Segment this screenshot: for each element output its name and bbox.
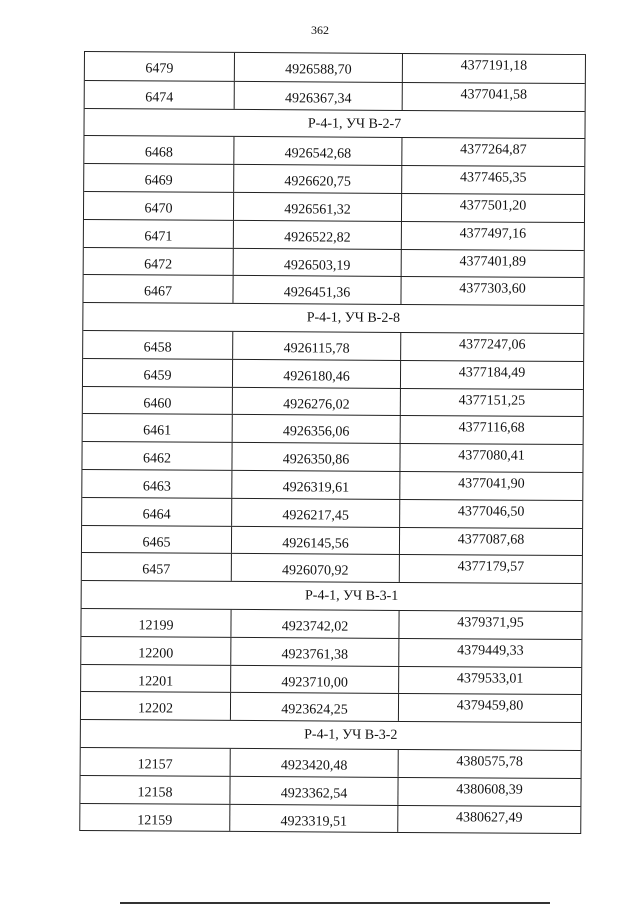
table-row — [81, 691, 581, 722]
x-coordinate-cell: 4923742,02 — [231, 610, 399, 638]
table-row — [83, 274, 583, 305]
y-coordinate-cell: 4380575,78 — [456, 754, 523, 770]
section-header-row — [82, 580, 582, 611]
section-label: Р-4-1, УЧ В-3-1 — [304, 588, 399, 605]
x-coordinate-cell: 4926276,02 — [233, 387, 401, 415]
point-number-cell: 6457 — [82, 553, 232, 581]
y-coordinate-cell: 4379459,80 — [456, 698, 524, 715]
y-coordinate-cell: 4377247,06 — [458, 337, 526, 353]
x-coordinate-cell: 4926319,61 — [232, 471, 400, 499]
table-row — [81, 608, 581, 639]
x-coordinate-cell: 4926180,46 — [233, 360, 401, 388]
section-header-row — [81, 719, 581, 750]
table-row — [82, 497, 582, 528]
y-coordinate-cell: 4377179,57 — [457, 559, 525, 576]
page-number: 362 — [311, 23, 329, 37]
table-row — [83, 358, 583, 389]
table-row — [85, 52, 585, 83]
y-coordinate-cell: 4377184,49 — [458, 365, 526, 381]
y-coordinate-cell: 4377303,60 — [459, 281, 526, 298]
section-label: Р-4-1, УЧ В-2-7 — [307, 115, 402, 132]
x-coordinate-cell: 4926561,32 — [234, 193, 402, 221]
point-number-cell: 6461 — [83, 414, 233, 442]
y-coordinate-cell: 4380627,49 — [456, 809, 523, 826]
table-row — [84, 163, 584, 194]
x-coordinate-cell: 4926542,68 — [234, 137, 402, 165]
table-row — [80, 803, 580, 834]
table-row — [82, 441, 582, 472]
point-number-cell: 12201 — [81, 665, 231, 693]
point-number-cell: 6459 — [83, 359, 233, 387]
x-coordinate-cell: 4926367,34 — [235, 82, 403, 110]
y-coordinate-cell: 4380608,39 — [456, 782, 523, 798]
table-row — [82, 469, 582, 500]
point-number-cell: 6474 — [85, 81, 235, 109]
x-coordinate-cell: 4926451,36 — [233, 276, 401, 304]
x-coordinate-cell: 4926503,19 — [234, 248, 402, 276]
table-row — [83, 386, 583, 417]
table-row — [84, 191, 584, 222]
x-coordinate-cell: 4926522,82 — [234, 221, 402, 249]
y-coordinate-cell: 4377151,25 — [458, 392, 526, 409]
table-row — [82, 552, 582, 583]
point-number-cell: 12158 — [80, 776, 230, 804]
x-coordinate-cell: 4926070,92 — [232, 554, 400, 582]
point-number-cell: 6463 — [82, 470, 232, 498]
x-coordinate-cell: 4926115,78 — [233, 332, 401, 360]
x-coordinate-cell: 4926145,56 — [232, 526, 400, 554]
point-number-cell: 12202 — [81, 692, 231, 720]
point-number-cell: 6470 — [84, 192, 234, 220]
section-header-row — [83, 302, 583, 333]
section-header-row — [84, 108, 584, 139]
y-coordinate-cell: 4377080,41 — [458, 448, 525, 464]
point-number-cell: 12157 — [81, 748, 231, 776]
table-row — [81, 636, 581, 667]
point-number-cell: 6479 — [85, 52, 235, 81]
point-number-cell: 6469 — [84, 164, 234, 192]
x-coordinate-cell: 4926588,70 — [235, 53, 403, 82]
x-coordinate-cell: 4923362,54 — [230, 777, 398, 805]
table-row — [81, 747, 581, 778]
section-label: Р-4-1, УЧ В-2-8 — [306, 310, 401, 327]
y-coordinate-cell: 4377191,18 — [460, 58, 528, 74]
table-row — [81, 664, 581, 695]
x-coordinate-cell: 4926620,75 — [234, 165, 402, 193]
table-row — [83, 330, 583, 361]
table-row — [80, 775, 580, 806]
y-coordinate-cell: 4379371,95 — [457, 615, 524, 631]
point-number-cell: 6465 — [82, 526, 232, 554]
x-coordinate-cell: 4926350,86 — [232, 443, 400, 471]
y-coordinate-cell: 4379449,33 — [457, 643, 524, 659]
y-coordinate-cell: 4377046,50 — [457, 504, 525, 520]
section-label: Р-4-1, УЧ В-3-2 — [304, 727, 398, 744]
x-coordinate-cell: 4923319,51 — [230, 804, 398, 832]
y-coordinate-cell: 4377087,68 — [457, 531, 525, 548]
point-number-cell: 6464 — [82, 498, 232, 526]
point-number-cell: 12199 — [81, 609, 231, 637]
y-coordinate-cell: 4379533,01 — [456, 670, 524, 687]
point-number-cell: 12200 — [81, 637, 231, 665]
point-number-cell: 6472 — [84, 248, 234, 276]
x-coordinate-cell: 4923624,25 — [231, 693, 399, 721]
point-number-cell: 6462 — [82, 442, 232, 470]
table-row — [84, 219, 584, 250]
point-number-cell: 6468 — [84, 136, 234, 164]
y-coordinate-cell: 4377116,68 — [458, 420, 525, 437]
y-coordinate-cell: 4377401,89 — [459, 253, 527, 270]
point-number-cell: 12159 — [80, 804, 230, 832]
y-coordinate-cell: 4377465,35 — [459, 170, 527, 186]
y-coordinate-cell: 4377497,16 — [459, 226, 527, 242]
y-coordinate-cell: 4377501,20 — [459, 198, 527, 214]
x-coordinate-cell: 4923710,00 — [231, 665, 399, 693]
table-row — [84, 247, 584, 278]
x-coordinate-cell: 4926356,06 — [233, 415, 401, 443]
y-coordinate-cell: 4377041,58 — [460, 87, 528, 103]
point-number-cell: 6458 — [83, 331, 233, 359]
point-number-cell: 6460 — [83, 387, 233, 415]
y-coordinate-cell: 4377264,87 — [460, 142, 527, 159]
table-row — [82, 525, 582, 556]
table-row — [83, 413, 583, 444]
table-row — [84, 135, 584, 166]
x-coordinate-cell: 4923420,48 — [231, 749, 399, 777]
point-number-cell: 6471 — [84, 220, 234, 248]
y-coordinate-cell: 4377041,90 — [458, 476, 525, 492]
coordinate-table — [79, 51, 586, 834]
point-number-cell: 6467 — [83, 275, 233, 303]
page-bottom-edge — [120, 902, 550, 904]
x-coordinate-cell: 4926217,45 — [232, 499, 400, 527]
x-coordinate-cell: 4923761,38 — [231, 638, 399, 666]
table-row — [85, 80, 585, 111]
